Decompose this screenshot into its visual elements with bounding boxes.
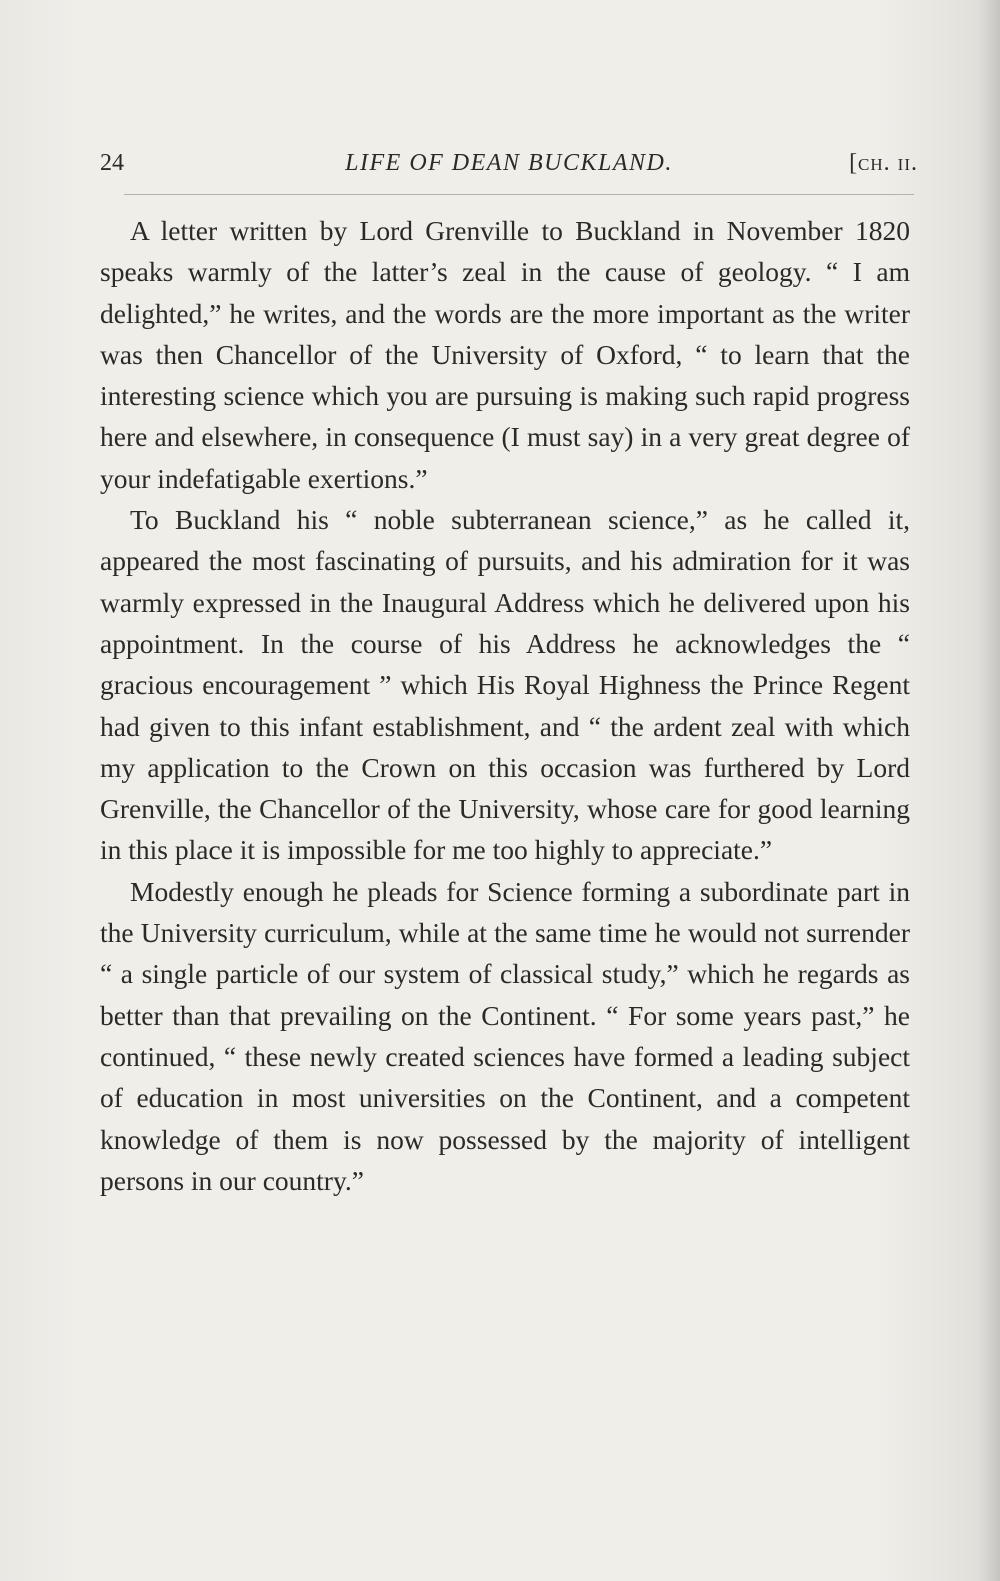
paragraph: Modestly enough he pleads for Science forming a subordinate part in the University curriculum, while at the same time he would not surrender “ a single particle of our system of classical study,” which he regards as better than that prevailing on the Continent. “ For some years past,” he continued, “ these newly created sciences have formed a leading subject of education in most universities on the Continent, and a competent knowledge of them is now possessed by the majority of intelligent persons in our country.” (100, 875, 910, 1196)
page-number: 24 (100, 150, 124, 176)
paragraph: A letter written by Lord Grenville to Buckland in November 1820 speaks warmly of the latter’s zeal in the cause of geology. “ I am delighted,” he writes, and the words are the more important as the writer was then Chancellor of the University of Oxford, “ to learn that the interesting science which you are pursuing is making such rapid progress here and elsewhere, in consequence (I must say) in a very great degree of your indefatigable exertions.” (100, 215, 910, 494)
header-rule (124, 194, 914, 195)
body-text (100, 210, 910, 1201)
running-title: LIFE OF DEAN BUCKLAND. (345, 150, 673, 176)
paragraph: To Buckland his “ noble subterranean science,” as he called it, appeared the most fascinating of pursuits, and his admiration for it was warmly expressed in the Inaugural Address which he delivered upon his appointment. In the course of his Address he acknowledges the “ gracious encouragement ” which His Royal Highness the Prince Regent had given to this infant establishment, and “ the ardent zeal with which my application to the Crown on this occasion was furthered by Lord Grenville, the Chancellor of the University, whose care for good learning in this place it is impossible for me too highly to appreciate.” (100, 504, 910, 866)
chapter-reference: [ch. ii. (849, 150, 918, 176)
page-edge-shadow (978, 0, 1000, 1581)
running-header (100, 146, 918, 180)
